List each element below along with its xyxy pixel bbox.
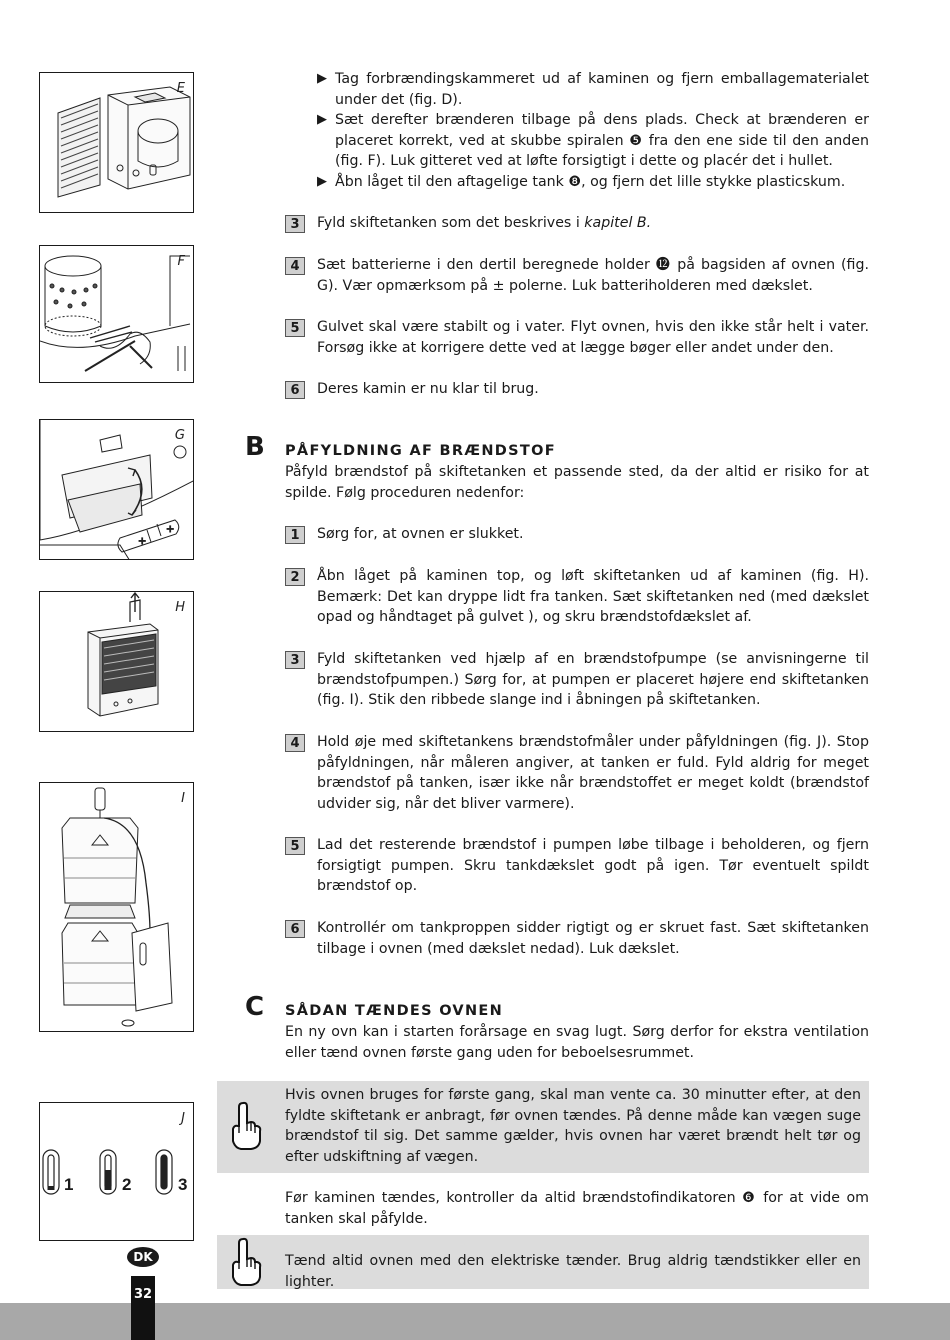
figure-e (39, 72, 194, 213)
battery-holder-illustration (40, 420, 194, 560)
figure-j (39, 1102, 194, 1241)
step-number-box: 6 (285, 920, 305, 938)
step-text: Kontrollér om tankproppen sidder rigtigt og er skruet fast. Sæt skiftetanken tilbage i ovnen (med dækslet nedad). Luk dækslet. (317, 920, 869, 957)
section-title: PÅFYLDNING AF BRÆNDSTOF (285, 443, 556, 459)
note-text: Hvis ovnen bruges for første gang, skal man vente ca. 30 minutter efter, at den fyldte skiftetank er anbragt, før ovnen tændes. På denne måde kan vægen suge brændstof til sig. Det samme gælder, hvis ovnen har været brændt helt tør og efter udskiftning af vægen. (285, 1087, 861, 1165)
figure-j-label: J (181, 1111, 185, 1126)
step-text: Fyld skiftetanken ved hjælp af en brændstofpumpe (se anvisningerne til brændstofpumpen.) Sørg for, at pumpen er placeret højere end skiftetanken (fig. I). Stik den ribbede slange ind i åbningen på skiftetanken. (317, 651, 869, 709)
step-text: Åbn låget på kaminen top, og løft skiftetanken ud af kaminen (fig. H). Bemærk: Det kan dryppe lidt fra tanken. Sæt skiftetanken ned (med dækslet opad og håndtaget på gulvet ), og skru brændstofdækslet af. (317, 568, 869, 626)
section-letter: C (245, 992, 265, 1022)
svg-text:+: + (166, 524, 175, 535)
step-text: Lad det resterende brændstof i pumpen løbe tilbage i beholderen, og fjern forsigtigt pumpen. Skru tankdækslet godt på igen. Tør eventuelt spildt brændstof op. (317, 837, 869, 895)
warning-note (217, 1081, 869, 1173)
section-letter: B (245, 432, 265, 462)
step-number-box: 4 (285, 734, 305, 752)
bullet-item (317, 69, 869, 110)
step-number-box: 6 (285, 381, 305, 399)
step-number-box: 2 (285, 568, 305, 586)
figure-f (39, 245, 194, 383)
paragraph: Før kaminen tændes, kontroller da altid brændstofindikatoren ❻ for at vide om tanken skal påfylde. (285, 1190, 869, 1227)
step-text: Deres kamin er nu klar til brug. (317, 381, 539, 397)
burner-spiral-illustration (40, 246, 194, 383)
arrow-bullet-icon: ▶ (317, 174, 327, 189)
figure-g (39, 419, 194, 560)
heater-tank-removal-illustration (40, 592, 194, 732)
figure-h-label: H (175, 600, 185, 615)
warning-note (217, 1235, 869, 1289)
page-number: 32 (131, 1276, 155, 1340)
figure-h (39, 591, 194, 732)
step-number-box: 5 (285, 319, 305, 337)
section-title: SÅDAN TÆNDES OVNEN (285, 1003, 504, 1019)
bullet-text: Sæt derefter brænderen tilbage på dens plads. Check at brænderen er placeret korrekt, ved at skubbe spiralen ❺ fra den ene side til den anden (fig. F). Luk gitteret ved at løfte forsigtigt i dette og placér det i hullet. (335, 112, 869, 170)
note-text: Tænd altid ovnen med den elektriske tænder. Brug aldrig tændstikker eller en lighter. (285, 1253, 861, 1290)
bullet-text: Åbn låget til den aftagelige tank ❽, og fjern det lille stykke plasticskum. (335, 174, 846, 190)
arrow-bullet-icon: ▶ (317, 112, 327, 127)
step-number-box: 3 (285, 215, 305, 233)
gauge-level-label: 3 (178, 1175, 188, 1194)
arrow-bullet-icon: ▶ (317, 71, 327, 86)
figure-i-label: I (181, 791, 185, 806)
step-number-box: 1 (285, 526, 305, 544)
step-text: Hold øje med skiftetankens brændstofmåler under påfyldningen (fig. J). Stop påfyldningen, når måleren angiver, at tanken er fuld. Fyld aldrig for meget brændstof på tanken, især ikke når brændstoffet er meget koldt (brændstof udvider sig, når det bliver varmere). (317, 734, 869, 812)
language-badge: DK (127, 1247, 159, 1267)
figure-f-label: F (177, 254, 185, 269)
pointing-hand-icon (229, 1237, 263, 1287)
fuel-gauge-levels-illustration (40, 1103, 194, 1241)
step-text (317, 213, 869, 234)
step-number-box: 3 (285, 651, 305, 669)
pointing-hand-icon (229, 1101, 263, 1151)
step-number-box: 5 (285, 837, 305, 855)
step-text: Sørg for, at ovnen er slukket. (317, 526, 524, 542)
bullet-text: Tag forbrændingskammeret ud af kaminen og fjern emballagematerialet under det (fig. D). (335, 71, 869, 108)
bullet-item (317, 110, 869, 172)
section-intro: Påfyld brændstof på skiftetanken et passende sted, da der altid er risiko for at spilde. Følg proceduren nedenfor: (285, 464, 869, 501)
fuel-pump-filling-illustration (40, 783, 194, 1032)
figure-i (39, 782, 194, 1032)
heater-open-grille-illustration (40, 73, 194, 213)
section-intro: En ny ovn kan i starten forårsage en svag lugt. Sørg derfor for ekstra ventilation eller tænd ovnen første gang uden for beboelsesrummet. (285, 1024, 869, 1061)
step-number-box: 4 (285, 257, 305, 275)
gauge-level-label: 2 (122, 1175, 132, 1194)
step-text: Gulvet skal være stabilt og i vater. Flyt ovnen, hvis den ikke står helt i vater. Forsøg ikke at korrigere dette ved at lægge bøger eller andet under den. (317, 319, 869, 356)
step-text-main: Fyld skiftetanken som det beskrives i (317, 215, 585, 231)
svg-text:+: + (138, 536, 147, 547)
figure-g-label: G (174, 428, 185, 443)
gauge-level-label: 1 (64, 1175, 74, 1194)
bullet-item (317, 172, 869, 193)
chapter-reference: kapitel B. (584, 215, 652, 231)
figure-e-label: E (176, 81, 185, 96)
step-text: Sæt batterierne i den dertil beregnede holder ⓬ på bagsiden af ovnen (fig. G). Vær opmærksom på ± polerne. Luk batteriholderen med dækslet. (317, 257, 869, 294)
